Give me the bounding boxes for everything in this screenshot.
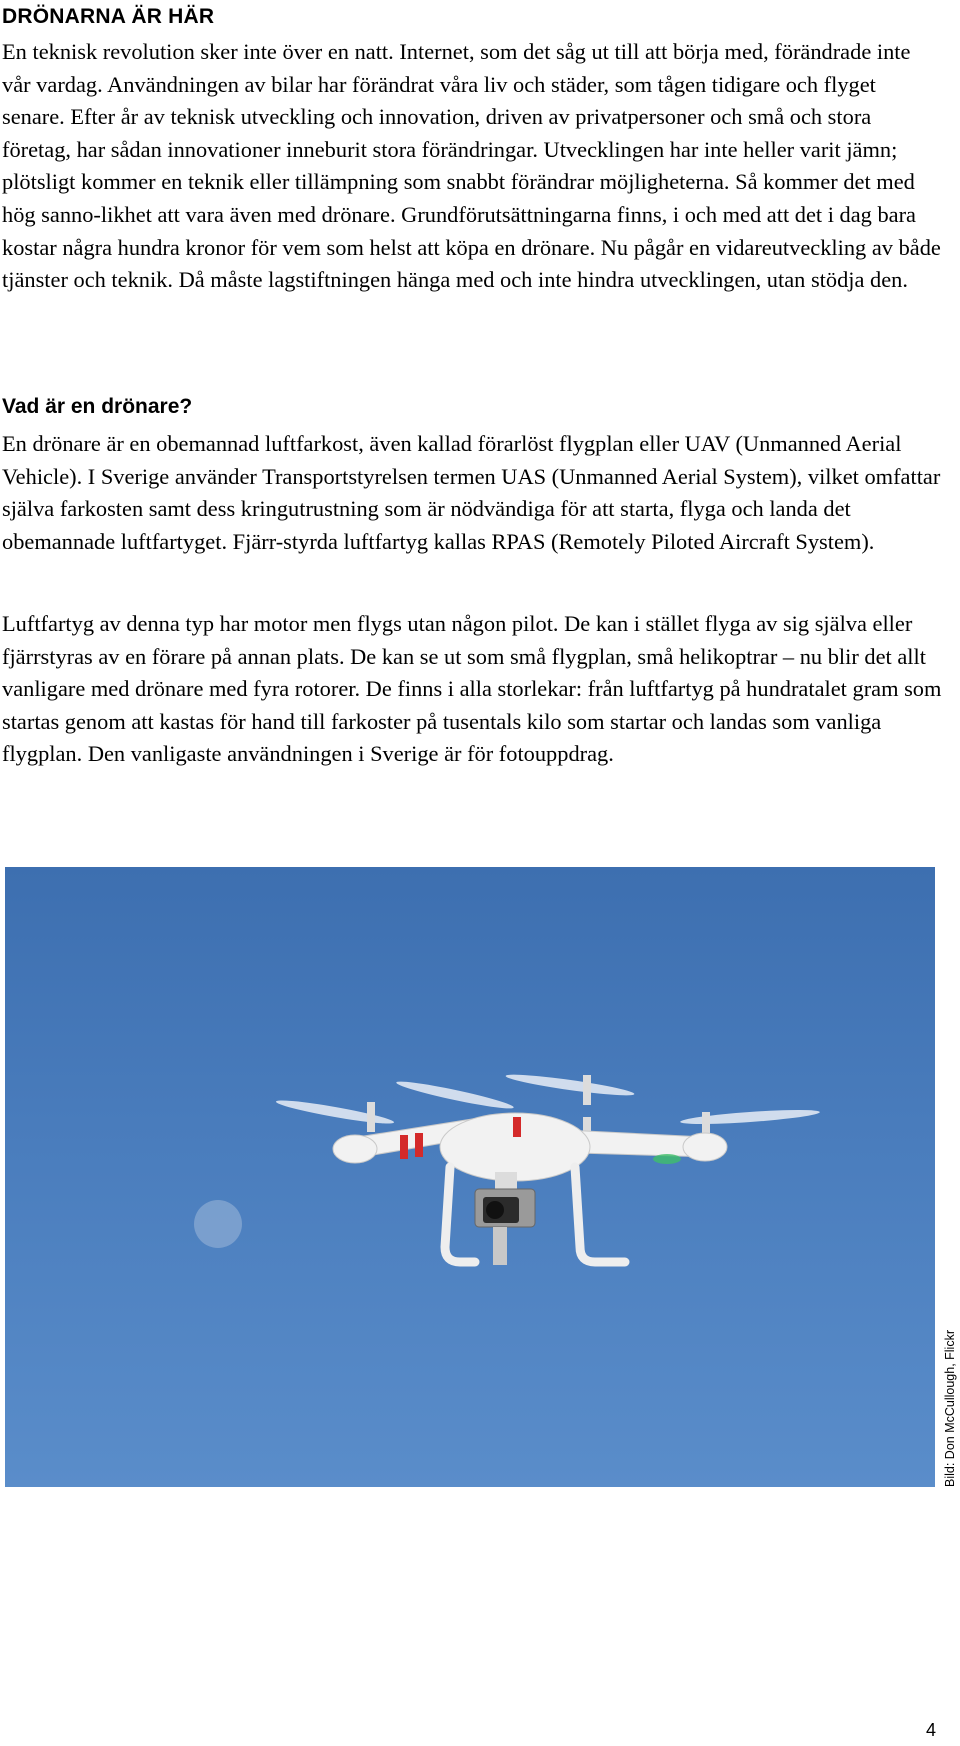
section-heading: Vad är en drönare? <box>2 395 193 418</box>
page-number: 4 <box>925 1720 936 1740</box>
drone-photo <box>5 867 935 1487</box>
page-title: DRÖNARNA ÄR HÄR <box>2 5 215 28</box>
definition-paragraph: En drönare är en obemannad luftfarkost, även kallad förarlöst flygplan eller UAV (Unmanned Aerial Vehicle). I Sverige använder Transportstyrelsen termen UAS (Unmanned Aerial System), vilket omfattar själva farkosten samt dess kringutrustning som är nödvändiga för att starta, flyga och landa det obemannade luftfartyget. Fjärr-styrda luftfartyg kallas RPAS (Remotely Piloted Aircraft System). <box>2 431 941 554</box>
camera-gimbal <box>475 1172 535 1265</box>
moon-shape <box>194 1200 242 1248</box>
intro-paragraph: En teknisk revolution sker inte över en natt. Internet, som det såg ut till att börja med, förändrade inte vår vardag. Användningen av bilar har förändrat våra liv och städer, som tågen tidigare och flyget senare. Efter år av teknisk utveckling och innovation, driven av privatpersoner och små och stora företag, har sådan innovationer inneburit stora förändringar. Utvecklingen har inte heller varit jämn; plötsligt kommer en teknik eller tillämpning som snabbt förändrar möjligheterna. Så kommer det med hög sanno-likhet att vara även med drönare. Grundförutsättningarna finns, i och med att det i dag bara kostar några hundra kronor för vem som helst att köpa en drönare. Nu pågår en vidareutveckling av både tjänster och teknik. Då måste lagstiftningen hänga med och inte hindra utvecklingen, utan stödja den. <box>2 39 941 293</box>
drone-illustration <box>5 867 935 1487</box>
photo-credit: Bild: Don McCullough, Flickr <box>943 1330 957 1487</box>
types-paragraph: Luftfartyg av denna typ har motor men flygs utan någon pilot. De kan i stället flyga av sig själva eller fjärrstyras av en förare på annan plats. De kan se ut som små flygplan, små helikoptrar – nu blir det allt vanligare med drönare med fyra rotorer. De finns i alla storlekar: från luftfartyg på hundratalet gram som startas genom att kastas för hand till farkoster på tusentals kilo som startar och landas som vanliga flygplan. Den vanligaste användningen i Sverige är för fotouppdrag. <box>2 611 942 767</box>
